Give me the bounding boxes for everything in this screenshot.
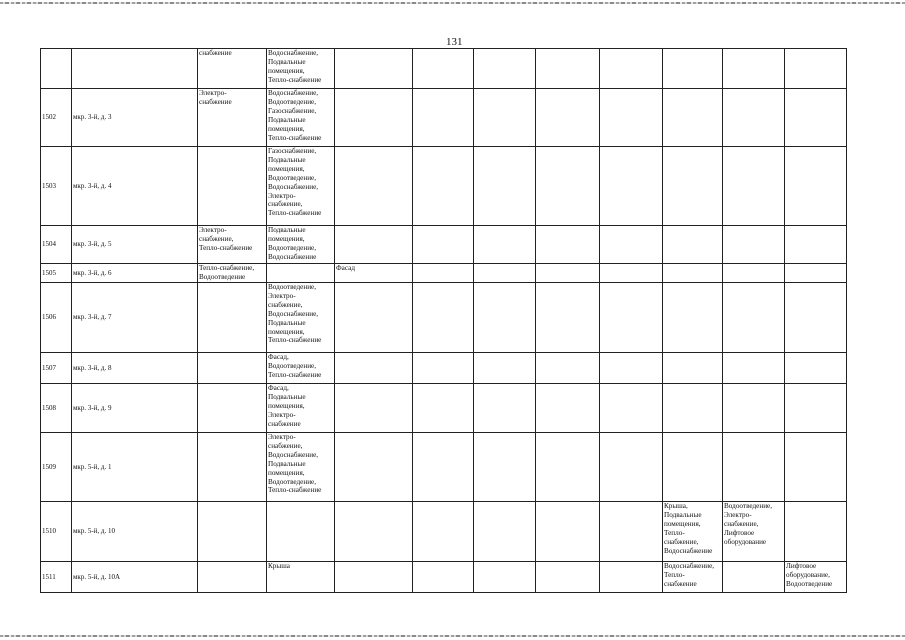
cell-line: Тепло-снабжение [268, 370, 322, 379]
cell-works-c [335, 49, 413, 89]
cell-works-d [663, 226, 723, 264]
cell-empty [474, 384, 536, 433]
cell-empty [413, 384, 474, 433]
cell-line: помещения, [268, 234, 305, 243]
cell-empty [536, 502, 600, 562]
cell-line: Подвальные [268, 318, 306, 327]
cell-number: 1509 [41, 433, 72, 502]
cell-line: Водоснабжение [664, 546, 713, 555]
cell-works-b [267, 89, 335, 147]
cell-line: Водоснабжение, [268, 450, 319, 459]
cell-works-a [198, 147, 267, 226]
table-row [41, 283, 847, 353]
cell-works-a [198, 562, 267, 593]
cell-works-a [198, 353, 267, 384]
cell-line: Подвальные [268, 392, 306, 401]
cell-works-e [723, 433, 785, 502]
cell-line: Фасад, [268, 353, 289, 361]
cell-line: Водоотведение, [268, 477, 317, 486]
cell-works-b [267, 49, 335, 89]
cell-works-d [663, 49, 723, 89]
cell-empty [413, 502, 474, 562]
cell-works-c [335, 502, 413, 562]
cell-empty [600, 502, 663, 562]
cell-works-c [335, 147, 413, 226]
cell-works-f [785, 49, 847, 89]
table-row [41, 502, 847, 562]
cell-line: снабжение [664, 579, 697, 588]
cell-works-d [663, 283, 723, 353]
cell-empty [474, 353, 536, 384]
cell-line: Подвальные [268, 115, 306, 124]
cell-number: 1503 [41, 147, 72, 226]
cell-line: Газоснабжение, [268, 106, 317, 115]
cell-empty [600, 433, 663, 502]
cell-works-f [785, 384, 847, 433]
cell-number: 1510 [41, 502, 72, 562]
cell-works-f [785, 226, 847, 264]
cell-number: 1502 [41, 89, 72, 147]
cell-works-d [663, 353, 723, 384]
cell-works-a [198, 283, 267, 353]
cell-works-e [723, 226, 785, 264]
table-row [41, 353, 847, 384]
cell-line: помещения, [664, 519, 701, 528]
cell-empty [600, 89, 663, 147]
cell-empty [536, 147, 600, 226]
cell-line: Водоотведение, [268, 283, 317, 291]
cell-line: Электро- [724, 510, 752, 519]
table-row [41, 147, 847, 226]
cell-line: оборудование [724, 537, 767, 546]
cell-line: Электро- [268, 433, 296, 441]
cell-line: Газоснабжение, [268, 147, 317, 155]
cell-line: снабжение, [268, 300, 303, 309]
cell-works-f [785, 502, 847, 562]
cell-line: снабжение [199, 49, 232, 57]
cell-line: Тепло-снабжение [268, 75, 322, 84]
cell-works-c [335, 384, 413, 433]
cell-works-e [723, 147, 785, 226]
cell-works-d [663, 89, 723, 147]
cell-number: 1505 [41, 264, 72, 283]
cell-empty [536, 49, 600, 89]
cell-empty [536, 384, 600, 433]
cell-line: помещения, [268, 164, 305, 173]
cell-line: Тепло- [664, 528, 685, 537]
table-row [41, 264, 847, 283]
cell-works-a [198, 49, 267, 89]
cell-works-e [723, 502, 785, 562]
cell-works-a [198, 384, 267, 433]
cell-empty [413, 147, 474, 226]
table-row [41, 562, 847, 593]
cell-line: Водоснабжение, [268, 182, 319, 191]
cell-works-d [663, 384, 723, 433]
cell-empty [413, 226, 474, 264]
cell-works-e [723, 562, 785, 593]
cell-empty [600, 147, 663, 226]
cell-line: Электро- [268, 291, 296, 300]
cell-line: Тепло-снабжение [268, 336, 322, 345]
scan-edge-top [0, 2, 905, 4]
cell-works-b [267, 226, 335, 264]
cell-works-f [785, 147, 847, 226]
cell-empty [474, 502, 536, 562]
cell-line: Лифтовое [786, 562, 817, 570]
cell-empty [474, 264, 536, 283]
cell-works-a [198, 226, 267, 264]
cell-works-c [335, 89, 413, 147]
cell-line: помещения, [268, 327, 305, 336]
cell-works-b [267, 384, 335, 433]
cell-works-b [267, 562, 335, 593]
cell-line: Фасад, [268, 384, 289, 392]
cell-line: Водоотведение, [268, 97, 317, 106]
cell-number: 1508 [41, 384, 72, 433]
cell-line: Крыша, [664, 502, 688, 510]
cell-address: мкр. 3-й, д. 3 [72, 89, 198, 147]
cell-works-a [198, 502, 267, 562]
cell-line: Подвальные [268, 155, 306, 164]
cell-line: Подвальные [268, 57, 306, 66]
cell-works-b [267, 264, 335, 283]
cell-works-f [785, 562, 847, 593]
cell-empty [600, 353, 663, 384]
cell-works-f [785, 353, 847, 384]
cell-works-d [663, 147, 723, 226]
cell-works-d [663, 562, 723, 593]
cell-address [72, 49, 198, 89]
cell-works-c [335, 353, 413, 384]
cell-empty [474, 147, 536, 226]
cell-line: Крыша [268, 562, 290, 570]
cell-works-e [723, 283, 785, 353]
cell-empty [536, 226, 600, 264]
cell-line: Тепло-снабжение, [199, 264, 255, 272]
table-row [41, 226, 847, 264]
cell-empty [474, 283, 536, 353]
cell-line: помещения, [268, 468, 305, 477]
cell-line: оборудование, [786, 570, 830, 579]
cell-works-b [267, 353, 335, 384]
cell-line: помещения, [268, 66, 305, 75]
cell-line: Водоснабжение, [664, 562, 715, 570]
cell-works-e [723, 89, 785, 147]
cell-empty [536, 562, 600, 593]
cell-empty [413, 353, 474, 384]
cell-works-d [663, 502, 723, 562]
cell-empty [474, 226, 536, 264]
cell-works-b [267, 502, 335, 562]
cell-line: снабжение, [664, 537, 699, 546]
cell-works-c [335, 283, 413, 353]
cell-line: Электро- [199, 89, 227, 97]
cell-line: Водоотведение, [268, 173, 317, 182]
cell-number: 1506 [41, 283, 72, 353]
cell-line: Тепло-снабжение [199, 243, 253, 252]
repair-schedule-table [40, 48, 847, 593]
cell-works-d [663, 433, 723, 502]
cell-empty [474, 562, 536, 593]
cell-line: Водоснабжение, [268, 309, 319, 318]
cell-line: помещения, [268, 124, 305, 133]
cell-works-c [335, 433, 413, 502]
cell-works-f [785, 264, 847, 283]
cell-line: снабжение, [268, 200, 303, 209]
cell-empty [536, 353, 600, 384]
cell-address: мкр. 5-й, д. 1 [72, 433, 198, 502]
cell-empty [474, 89, 536, 147]
cell-line: Фасад [336, 264, 355, 272]
cell-line: Лифтовое [724, 528, 755, 537]
cell-works-f [785, 89, 847, 147]
cell-empty [536, 433, 600, 502]
cell-empty [413, 89, 474, 147]
cell-line: снабжение, [268, 441, 303, 450]
cell-line: снабжение, [724, 519, 759, 528]
cell-works-b [267, 147, 335, 226]
cell-empty [600, 283, 663, 353]
cell-works-f [785, 283, 847, 353]
cell-number: 1504 [41, 226, 72, 264]
cell-works-d [663, 264, 723, 283]
cell-line: Водоотведение, [724, 502, 773, 510]
cell-works-b [267, 433, 335, 502]
cell-address: мкр. 5-й, д. 10А [72, 562, 198, 593]
cell-line: Водоотведение [199, 272, 246, 281]
cell-line: Тепло- [664, 570, 685, 579]
cell-empty [474, 49, 536, 89]
cell-address: мкр. 5-й, д. 10 [72, 502, 198, 562]
cell-empty [600, 264, 663, 283]
cell-line: помещения, [268, 401, 305, 410]
cell-empty [474, 433, 536, 502]
cell-works-a [198, 433, 267, 502]
cell-line: снабжение, [199, 234, 234, 243]
cell-line: Электро- [268, 410, 296, 419]
cell-line: Подвальные [664, 510, 702, 519]
cell-line: снабжение [268, 419, 301, 428]
cell-works-b [267, 283, 335, 353]
cell-line: Водоотведение, [268, 361, 317, 370]
cell-empty [536, 89, 600, 147]
cell-empty [536, 264, 600, 283]
cell-empty [600, 384, 663, 433]
page-number: 131 [446, 36, 463, 48]
cell-empty [413, 562, 474, 593]
cell-address: мкр. 3-й, д. 8 [72, 353, 198, 384]
cell-address: мкр. 3-й, д. 5 [72, 226, 198, 264]
cell-line: Тепло-снабжение [268, 209, 322, 218]
cell-empty [536, 283, 600, 353]
cell-works-e [723, 264, 785, 283]
cell-works-e [723, 49, 785, 89]
cell-address: мкр. 3-й, д. 7 [72, 283, 198, 353]
cell-line: Тепло-снабжение [268, 486, 322, 495]
cell-works-c [335, 226, 413, 264]
cell-number: 1511 [41, 562, 72, 593]
table-row [41, 49, 847, 89]
cell-works-c [335, 562, 413, 593]
cell-address: мкр. 3-й, д. 6 [72, 264, 198, 283]
cell-works-f [785, 433, 847, 502]
cell-line: Водоснабжение, [268, 89, 319, 97]
cell-empty [413, 433, 474, 502]
cell-line: Подвальные [268, 226, 306, 234]
cell-line: Тепло-снабжение [268, 133, 322, 142]
cell-address: мкр. 3-й, д. 4 [72, 147, 198, 226]
cell-line: Электро- [268, 191, 296, 200]
cell-line: Водоотведение [786, 579, 833, 588]
table-row [41, 384, 847, 433]
cell-empty [600, 562, 663, 593]
cell-number [41, 49, 72, 89]
cell-line: Водоотведение, [268, 243, 317, 252]
cell-works-a [198, 264, 267, 283]
table-row [41, 433, 847, 502]
cell-works-a [198, 89, 267, 147]
cell-empty [413, 49, 474, 89]
cell-empty [413, 264, 474, 283]
cell-empty [413, 283, 474, 353]
cell-line: Водоснабжение, [268, 49, 319, 57]
cell-number: 1507 [41, 353, 72, 384]
cell-line: Электро- [199, 226, 227, 234]
scan-edge-bottom [0, 635, 905, 637]
cell-line: снабжение [199, 97, 232, 106]
table-row [41, 89, 847, 147]
cell-works-c [335, 264, 413, 283]
cell-line: Подвальные [268, 459, 306, 468]
cell-works-e [723, 384, 785, 433]
cell-address: мкр. 3-й, д. 9 [72, 384, 198, 433]
cell-works-e [723, 353, 785, 384]
cell-empty [600, 226, 663, 264]
cell-empty [600, 49, 663, 89]
cell-line: Водоснабжение [268, 252, 317, 261]
